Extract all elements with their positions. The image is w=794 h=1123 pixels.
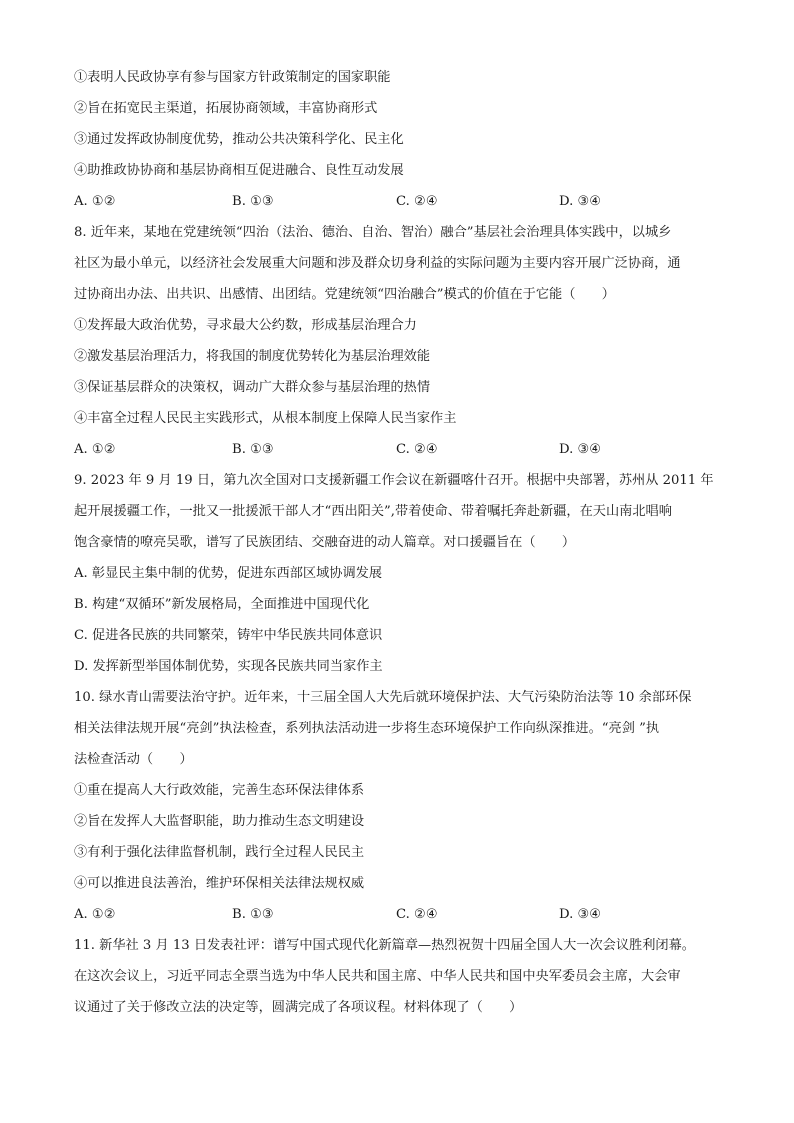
option-b: B. ①③ xyxy=(232,907,274,922)
question-stem: 相关法律法规开展“亮剑”执法检查，系列执法活动进一步将生态环境保护工作向纵深推进。“亮剑 ”执 xyxy=(74,721,660,736)
statement-item: ③有利于强化法律监督机制，践行全过程人民民主 xyxy=(74,845,365,860)
statement-item: ①表明人民政协享有参与国家方针政策制定的国家职能 xyxy=(74,70,391,85)
answer-options xyxy=(74,434,724,465)
question-stem: 11. 新华社 3 月 13 日发表社评：谱写中国式现代化新篇章—热烈祝贺十四届全国人大一次会议胜利闭幕。 xyxy=(74,938,695,953)
choice-b: B. 构建“双循环”新发展格局，全面推进中国现代化 xyxy=(74,597,370,612)
choice-d: D. 发挥新型举国体制优势，实现各民族共同当家作主 xyxy=(74,659,383,674)
question-stem: 过协商出办法、出共识、出感情、出团结。党建统领“四治融合”模式的价值在于它能（ ） xyxy=(74,287,615,302)
statement-item: ②激发基层治理活力，将我国的制度优势转化为基层治理效能 xyxy=(74,349,431,364)
option-a: A. ①② xyxy=(74,442,116,457)
question-9 xyxy=(74,465,724,682)
question-stem: 8. 近年来，某地在党建统领“四治（法治、德治、自治、智治）融合”基层社会治理具体实践中，以城乡 xyxy=(74,225,672,240)
option-b: B. ①③ xyxy=(232,194,274,209)
statement-item: ①发挥最大政治优势，寻求最大公约数，形成基层治理合力 xyxy=(74,318,417,333)
choice-a: A. 彰显民主集中制的优势，促进东西部区域协调发展 xyxy=(74,566,383,581)
option-d: D. ③④ xyxy=(559,442,602,457)
option-c: C. ②④ xyxy=(396,442,438,457)
question-stem: 议通过了关于修改立法的决定等，圆满完成了各项议程。材料体现了（ ） xyxy=(74,1000,523,1015)
option-c: C. ②④ xyxy=(396,194,438,209)
statement-item: ②旨在发挥人大监督职能，助力推动生态文明建设 xyxy=(74,814,365,829)
option-a: A. ①② xyxy=(74,194,116,209)
question-stem: 9. 2023 年 9 月 19 日，第九次全国对口支援新疆工作会议在新疆喀什召开。根据中央部署，苏州从 2011 年 xyxy=(74,473,714,488)
answer-options xyxy=(74,899,724,930)
option-a: A. ①② xyxy=(74,907,116,922)
statement-item: ②旨在拓宽民主渠道，拓展协商领域，丰富协商形式 xyxy=(74,101,378,116)
option-c: C. ②④ xyxy=(396,907,438,922)
question-stem: 起开展援疆工作，一批又一批援派干部人才“西出阳关”,带着使命、带着嘱托奔赴新疆，在天山南北唱响 xyxy=(74,504,672,519)
question-stem: 饱含豪情的嘹亮吴歌，谱写了民族团结、交融奋进的动人篇章。对口援疆旨在（ ） xyxy=(74,535,576,550)
question-stem: 在这次会议上，习近平同志全票当选为中华人民共和国主席、中华人民共和国中央军委员会主席，大会审 xyxy=(74,969,681,984)
question-11 xyxy=(74,930,724,1023)
option-d: D. ③④ xyxy=(559,194,602,209)
statement-item: ③通过发挥政协制度优势，推动公共决策科学化、民主化 xyxy=(74,132,404,147)
statement-item: ①重在提高人大行政效能，完善生态环保法律体系 xyxy=(74,783,365,798)
question-stem: 社区为最小单元，以经济社会发展重大问题和涉及群众切身利益的实际问题为主要内容开展广泛协商，通 xyxy=(74,256,681,271)
statement-item: ④可以推进良法善治，维护环保相关法律法规权威 xyxy=(74,876,365,891)
question-stem: 法检查活动（ ） xyxy=(74,752,193,767)
statement-item: ④助推政协协商和基层协商相互促进融合、良性互动发展 xyxy=(74,163,404,178)
choice-c: C. 促进各民族的共同繁荣，铸牢中华民族共同体意识 xyxy=(74,628,383,643)
question-8 xyxy=(74,217,724,465)
question-10 xyxy=(74,682,724,930)
option-d: D. ③④ xyxy=(559,907,602,922)
statement-item: ④丰富全过程人民民主实践形式，从根本制度上保障人民当家作主 xyxy=(74,411,457,426)
statement-item: ③保证基层群众的决策权，调动广大群众参与基层治理的热情 xyxy=(74,380,431,395)
question-7 xyxy=(74,62,724,217)
answer-options xyxy=(74,186,724,217)
option-b: B. ①③ xyxy=(232,442,274,457)
question-stem: 10. 绿水青山需要法治守护。近年来，十三届全国人大先后就环境保护法、大气污染防治法等 10 余部环保 xyxy=(74,690,692,705)
exam-page xyxy=(74,62,724,1023)
